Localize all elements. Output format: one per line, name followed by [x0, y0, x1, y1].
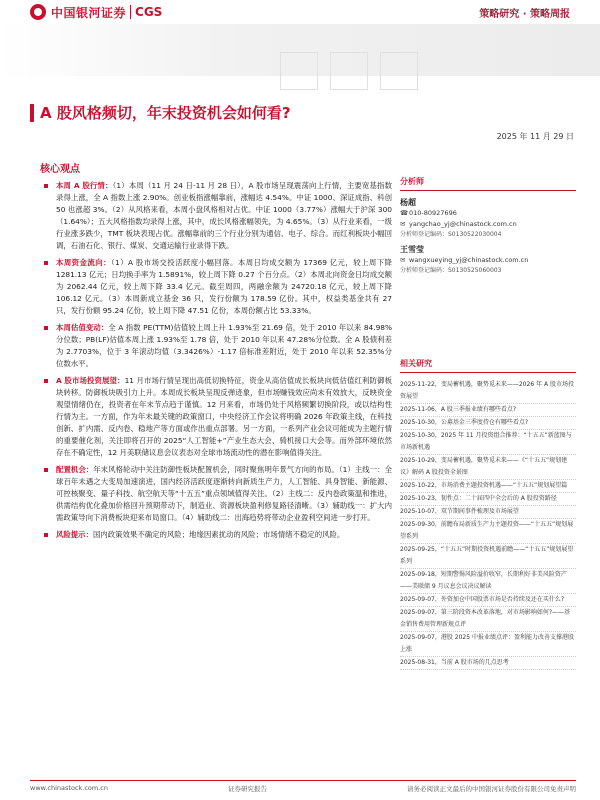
phone-icon: ☎ — [400, 209, 409, 217]
bullet-funds — [56, 257, 392, 317]
bullet-label: A 股市场投资展望： — [56, 376, 125, 385]
related-item[interactable]: 2025-11-22，变局蓄机遇，聚势觅未来——2026 年 A 股市场投资展望 — [400, 379, 576, 404]
mail-icon: ✉ — [400, 256, 406, 264]
analyst-name: 杨超 — [400, 198, 416, 207]
footer-dept: 证券研究报告 — [228, 785, 267, 793]
sidebar — [400, 176, 576, 670]
bullet-valuation — [56, 322, 392, 370]
bullet-label: 本周 A 股行情： — [56, 181, 113, 190]
report-date: 2025 年 11 月 29 日 — [496, 132, 574, 141]
email-text[interactable]: yangchao_yj@chinastock.com.cn — [409, 220, 517, 228]
footer-site[interactable]: www.chinastock.com.cn — [30, 784, 108, 792]
related-heading: 相关研究 — [400, 358, 576, 373]
footer-divider — [30, 780, 576, 781]
bullet-square-icon — [44, 326, 48, 330]
bullet-risk — [56, 529, 392, 541]
bullet-square-icon — [44, 261, 48, 265]
analyst-heading: 分析师 — [400, 176, 576, 191]
analyst-email[interactable] — [400, 219, 576, 230]
core-views — [56, 180, 392, 546]
bullet-square-icon — [44, 533, 48, 537]
bullet-allocation — [56, 464, 392, 524]
related-item[interactable]: 2025-10-23，韧性点：二十届四中全会后的 A 股投资路径 — [400, 493, 576, 506]
bullet-label: 本周估值变动： — [56, 323, 109, 332]
logo-cgs: CGS — [130, 5, 162, 19]
analyst-name: 王雪莹 — [400, 245, 424, 254]
section-title: 核心观点 — [40, 164, 80, 175]
logo-emblem-icon — [30, 4, 46, 20]
bullet-label: 本周资金流向： — [56, 258, 111, 267]
related-list — [400, 379, 576, 670]
related-item[interactable]: 2025-08-31，当前 A 股市场的几点思考 — [400, 657, 576, 670]
email-text[interactable]: wangxueying_yj@chinastock.com.cn — [409, 256, 529, 264]
bullet-text: （1）本周（11 月 24 日-11 月 28 日），A 股市场呈现震荡向上行情，主要宽基指数录得上涨，全 A 指数上涨 2.90%。创业板指涨幅靠前，涨幅达 4.54%。中证 1000、深证成指、科创 50 也涨超 3%。（2）从风格来看，本周小盘风格相对占优。中证 1000（3.77%）涨幅大于沪深 300（1.64%）；五大风格指数均录得上涨，其中，成长风格涨幅领先，为 4.65%。（3）从行业来看，一级行业涨多跌少，TMT 板块表现占优。涨幅靠前的三个行业分别为通信、电子、综合。而红利板块小幅回调，石油石化、银行、煤炭、交通运输行业录得下跌。 — [56, 181, 393, 250]
bullet-outlook — [56, 375, 392, 459]
analyst-email[interactable] — [400, 255, 576, 266]
footer-disclaimer: 请务必阅读正文最后的中国银河证券股份有限公司免责声明 — [407, 785, 576, 793]
related-item[interactable]: 2025-09-18，短期警惕风险溢价收窄，长期利好非美风险资产——美联储 9 月议息会议决议解读 — [400, 569, 576, 594]
related-item[interactable]: 2025-11-06，A 股三季报业绩有哪些看点? — [400, 404, 576, 417]
related-item[interactable]: 2025-09-07，第三阶段资本改革落地，对市场影响如何?——基金销售费用管理新规点评 — [400, 607, 576, 632]
mail-icon: ✉ — [400, 220, 406, 228]
bullet-square-icon — [44, 184, 48, 188]
related-item[interactable]: 2025-10-22，市场消费主题投资机遇——“十五五”规划展望篇 — [400, 480, 576, 493]
bullet-text: 11 月市场行情呈现出高低切换特征，资金从高估值成长板块向低估值红利防御板块转移。防御板块吸引力上升。本周成长板块呈现反弹迹象，但市场赚钱效应尚未有效放大，反映资金观望情绪仍在，投资者在年末节点趋于谨慎。12 月来看，市场仍处于风格频繁切换阶段，或以结构性行情为主。一方面，作为年末最关键的政策窗口，中央经济工作会议将明确 2026 年政策主线，在科技创新、扩内需、反内卷、稳地产等方面或作出重点部署。另一方面，一系列产业会议可能成为主题行情的重要催化剂，关注即将召开的 2025“人工智能+”产业生态大会、骑机接口大会等。而外部环境依然存在不确定性，12 月美联储议息会议表态对全球市场流动性的潜在影响值得关注。 — [56, 376, 392, 457]
bullet-text: 年末风格轮动中关注防御性板块配置机会，同时聚焦明年景气方向的布局。（1）主线一：全球百年未遇之大变局加速演进，国内经济活跃度逐渐转向新质生产力，人工智能、具身智能、新能源、可控核聚变、量子科技、航空航天等“十五五”重点领域值得关注。（2）主线二：反内卷政策温和推进，供需结构优化叠加价格回升预期带动下，制造业、资源板块盈利修复路径清晰。（3）辅助线一：扩大内需政策导向下消费板块迎来布局窗口。（4）辅助线二：出海趋势将带动企业盈利空间进一步打开。 — [56, 465, 392, 522]
related-item[interactable]: 2025-10-29，变局蓄机遇，聚势觅未来——《“十五五”规划建议》解码 A 股投资全景图 — [400, 455, 576, 480]
related-item[interactable]: 2025-10-30，2025 年 11 月投资组合推荐：“十五五”新蓝图与市场新机遇 — [400, 430, 576, 455]
bullet-label: 配置机会： — [56, 465, 94, 474]
related-item[interactable]: 2025-10-07，双节期间事件梳理及市场展望 — [400, 506, 576, 519]
title-accent-bar — [30, 104, 34, 122]
related-item[interactable]: 2025-09-25，“十五五”时期投资机遇前瞻——“十五五”规划展望系列 — [400, 544, 576, 569]
page-header — [0, 0, 600, 24]
phone-text: 010-80927696 — [409, 209, 457, 217]
logo-text: 中国银河证券 — [51, 5, 127, 20]
bullet-market — [56, 180, 392, 252]
analyst-reg: 分析师登记编码：S0130525060003 — [400, 267, 502, 274]
bullet-text: 国内政策效果不确定的风险；地缘因素扰动的风险；市场情绪不稳定的风险。 — [92, 530, 345, 539]
related-item[interactable]: 2025-10-30，公募基金三季度持仓有哪些看点? — [400, 417, 576, 430]
analyst-reg: 分析师登记编码：S0130522030004 — [400, 231, 502, 238]
bullet-label: 风险提示： — [56, 530, 93, 539]
report-title: A 股风格频切，年末投资机会如何看? — [40, 104, 291, 122]
analyst-phone — [400, 208, 576, 219]
bullet-square-icon — [44, 468, 48, 472]
bullet-square-icon — [44, 379, 48, 383]
header-banner — [0, 24, 600, 76]
company-logo — [30, 4, 162, 20]
header-tag: 策略研究 · 策略周报 — [479, 9, 570, 20]
bullet-text: （1）A 股市场交投活跃度小幅回落。本周日均成交额为 17369 亿元，较上周下降 1281.13 亿元；日均换手率为 1.5891%，较上周下降 0.27 个百分点。（2）本周北向资金日均成交额为 2062.44 亿元，较上周下降 33.4 亿元。截至周四，两融余额为 24720.18 亿元，较上周下降 106.12 亿元。（3）本周新成立基金 36 只，发行份额为 178.59 亿份。其中，权益类基金共有 27 只，发行份额 95.24 亿份，较上周下降 47.51 亿份，本周份额占比 53.33%。 — [56, 258, 392, 315]
bullet-text: 全 A 指数 PE(TTM)估值较上周上升 1.93%至 21.69 倍，处于 2010 年以来 84.98%分位数；PB(LF)估值本周上涨 1.93%至 1.78 倍，处于 2010 年以来 47.28%分位数。全 A 股债利差为 2.7703%，位于 3 年滚动均值（3.3426%）-1.17 倍标准差附近，处于 2010 年以来 52.35%分位数水平。 — [56, 323, 392, 368]
related-item[interactable]: 2025-09-07，外资加仓中国股票市场是否持续及还在买什么? — [400, 594, 576, 607]
related-item[interactable]: 2025-09-07，港股 2025 中报业绩点评：盈利能力改善支撑港股上涨 — [400, 632, 576, 657]
related-item[interactable]: 2025-09-30，前瞻布局新质生产力主题投资——“十五五”规划展望系列 — [400, 519, 576, 544]
